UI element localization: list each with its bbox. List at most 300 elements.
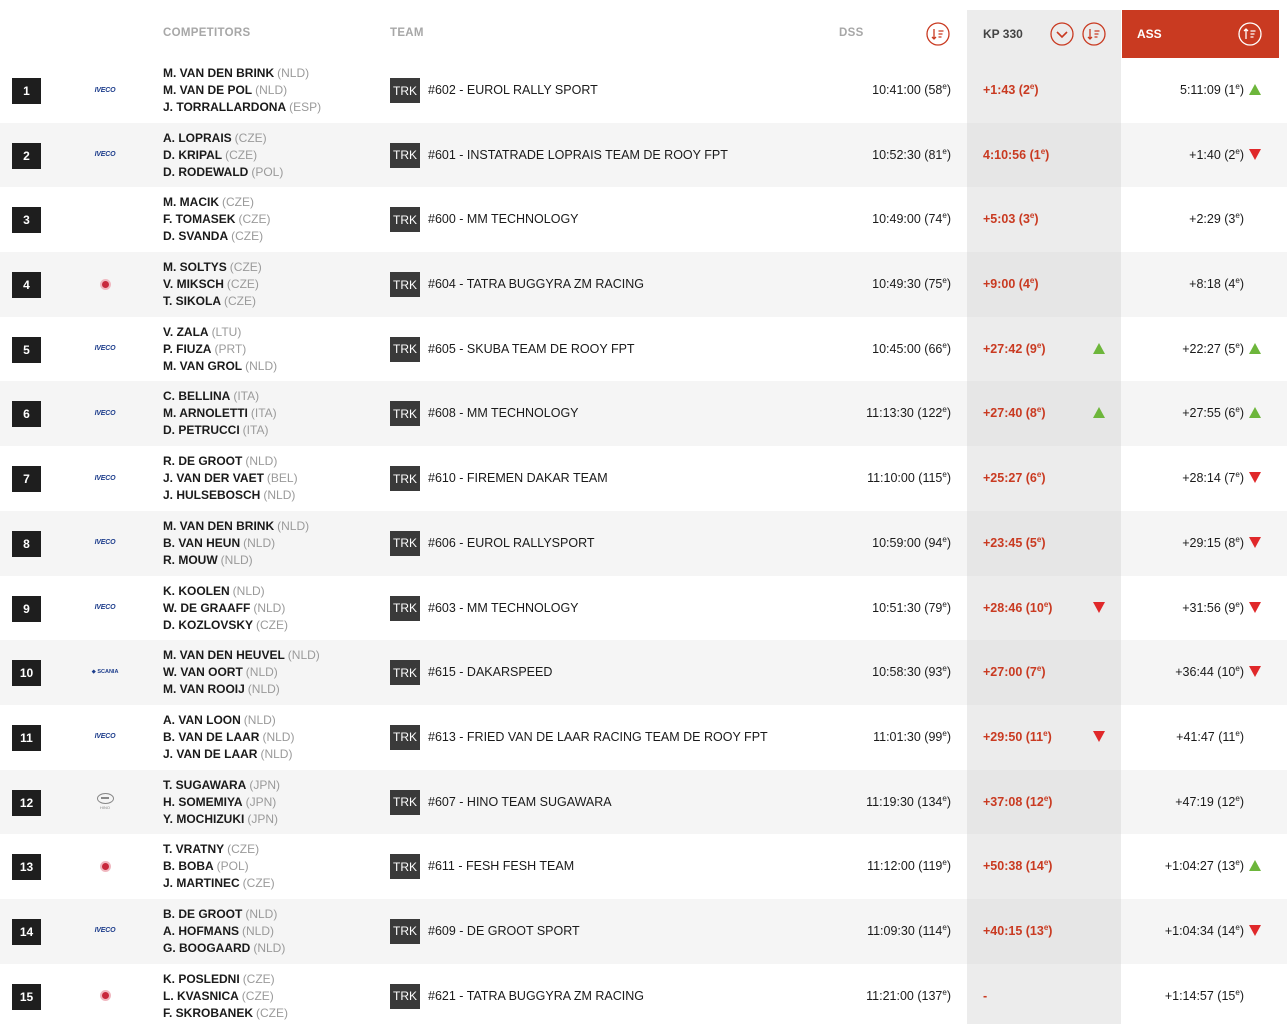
table-row[interactable] <box>0 964 1287 1024</box>
dss-time: 10:49:30 (75e) <box>872 275 951 292</box>
dss-time: 11:13:30 (122e) <box>866 405 951 421</box>
kp-rank: 12 <box>1029 794 1044 809</box>
kp-rank: 14 <box>1029 859 1044 874</box>
competitor-name[interactable]: C. BELLINA <box>163 389 231 404</box>
dss-time: 10:58:30 (93e) <box>872 664 951 680</box>
competitor[interactable] <box>163 583 288 600</box>
table-row[interactable] <box>0 58 1287 123</box>
competitor[interactable] <box>163 841 275 858</box>
competitor-name[interactable]: B. VAN HEUN <box>163 535 241 550</box>
table-row[interactable] <box>0 252 1287 317</box>
team-name[interactable]: #610 - FIREMEN DAKAR TEAM <box>428 471 608 486</box>
dss-rank: 122 <box>921 406 943 421</box>
competitor[interactable] <box>163 664 320 681</box>
table-row[interactable] <box>0 576 1287 641</box>
ass-rank: 10 <box>1221 665 1236 680</box>
kp-rank: 4 <box>1022 277 1030 292</box>
team-name[interactable]: #600 - MM TECHNOLOGY <box>428 212 579 227</box>
competitor[interactable] <box>163 388 277 405</box>
competitor-nationality: (ESP) <box>289 100 322 114</box>
table-row[interactable] <box>0 317 1287 382</box>
competitor-name[interactable]: A. VAN LOON <box>163 712 241 727</box>
competitor-nationality: (CZE) <box>256 1005 289 1020</box>
kp-rank: 7 <box>1029 665 1037 680</box>
ass-rank: 5 <box>1228 341 1236 356</box>
team-name[interactable]: #601 - INSTATRADE LOPRAIS TEAM DE ROOY FPT <box>428 147 728 162</box>
competitor[interactable] <box>163 552 309 569</box>
competitor-nationality: (NLD) <box>260 746 293 761</box>
ass-trend-down-icon <box>1249 149 1261 160</box>
competitor-name[interactable]: J. TORRALLARDONA <box>163 100 287 114</box>
competitor[interactable] <box>163 228 270 245</box>
table-row[interactable] <box>0 899 1287 964</box>
competitor-name[interactable]: R. MOUW <box>163 552 218 567</box>
team-name[interactable]: #602 - EUROL RALLY SPORT <box>428 83 598 97</box>
competitor[interactable] <box>163 535 309 552</box>
kp-rank: 13 <box>1029 923 1044 938</box>
dss-time: 11:01:30 (99e) <box>873 728 951 744</box>
competitor-nationality: (JPN) <box>247 811 279 826</box>
header-team: TEAM <box>390 27 424 39</box>
competitor[interactable] <box>163 971 288 988</box>
sort-icon[interactable] <box>1082 22 1106 46</box>
dss-time-value: 11:01:30 <box>873 729 921 744</box>
competitor[interactable] <box>163 341 277 358</box>
position-badge: 3 <box>12 207 41 233</box>
kp-rank: 1 <box>1033 147 1041 162</box>
competitor-name[interactable]: T. SIKOLA <box>163 294 222 309</box>
sort-ascending-icon[interactable] <box>1238 22 1262 46</box>
table-row[interactable] <box>0 381 1287 446</box>
competitor[interactable] <box>163 164 283 181</box>
competitor-name[interactable]: F. TOMASEK <box>163 212 236 227</box>
competitor[interactable] <box>163 130 283 147</box>
competitor-nationality: (NLD) <box>242 923 274 938</box>
ass-time-value: +41:47 <box>1176 729 1215 744</box>
dss-time-value: 10:58:30 <box>872 665 921 680</box>
category-badge: TRK <box>390 143 420 168</box>
category-badge: TRK <box>390 337 420 362</box>
ass-rank: 14 <box>1221 923 1236 938</box>
competitors-list <box>163 712 294 763</box>
competitor-name[interactable]: J. VAN DER VAET <box>163 471 264 486</box>
header-dss: DSS <box>839 27 864 39</box>
brand-logo <box>80 794 130 810</box>
team-name[interactable]: #608 - MM TECHNOLOGY <box>428 406 579 421</box>
tatra-logo-icon <box>100 990 111 1001</box>
dss-time: 11:12:00 (119e) <box>867 858 951 874</box>
competitor-name[interactable]: P. FIUZA <box>163 341 212 356</box>
competitor-nationality: (ITA) <box>242 423 269 438</box>
competitor-nationality: (NLD) <box>253 940 286 955</box>
competitor[interactable] <box>163 923 285 940</box>
brand-logo <box>80 988 130 1004</box>
competitor-nationality: (CZE) <box>225 147 258 162</box>
dss-rank: 137 <box>921 988 943 1003</box>
dss-rank: 58 <box>928 83 943 97</box>
team-name[interactable]: #606 - EUROL RALLYSPORT <box>428 535 595 550</box>
brand-logo <box>80 858 130 874</box>
tatra-logo-icon <box>100 861 111 872</box>
dss-time-value: 10:45:00 <box>872 341 921 356</box>
competitor-name[interactable]: W. VAN OORT <box>163 665 243 680</box>
competitor-nationality: (POL) <box>251 164 284 179</box>
team-name[interactable]: #604 - TATRA BUGGYRA ZM RACING <box>428 277 645 292</box>
competitor[interactable] <box>163 147 283 164</box>
competitor[interactable] <box>163 988 288 1005</box>
competitor-name[interactable]: K. POSLEDNI <box>163 971 240 986</box>
ass-trend-down-icon <box>1249 537 1261 548</box>
category-badge: TRK <box>390 78 420 103</box>
team-name[interactable]: #603 - MM TECHNOLOGY <box>428 600 579 615</box>
competitor-name[interactable]: V. ZALA <box>163 324 209 339</box>
kp-trend-down-icon <box>1093 602 1105 613</box>
competitor[interactable] <box>163 65 321 82</box>
competitor-name[interactable]: L. KVASNICA <box>163 988 239 1003</box>
ass-time-value: +2:29 <box>1189 212 1221 227</box>
kp-rank: 3 <box>1022 212 1030 227</box>
ass-time: +1:40 (2e) <box>1189 146 1244 162</box>
competitor[interactable] <box>163 906 285 923</box>
kp-time-value: +23:45 <box>983 535 1023 550</box>
kp-time: 4:10:56 (1e) <box>983 146 1050 162</box>
competitor[interactable] <box>163 453 298 470</box>
header-kp[interactable]: KP 330 <box>983 27 1023 41</box>
competitor-nationality: (NLD) <box>277 66 310 80</box>
competitor[interactable] <box>163 794 280 811</box>
competitor[interactable] <box>163 405 277 422</box>
competitors-list <box>163 583 288 634</box>
competitor-name[interactable]: M. VAN GROL <box>163 358 243 373</box>
ass-time-value: +22:27 <box>1182 341 1221 356</box>
competitor-nationality: (NLD) <box>243 712 276 727</box>
table-row[interactable] <box>0 705 1287 770</box>
competitor-name[interactable]: H. SOMEMIYA <box>163 794 243 809</box>
kp-rank: 10 <box>1029 600 1044 615</box>
iveco-logo-icon: IVECO <box>94 151 116 159</box>
competitor[interactable] <box>163 422 277 439</box>
dss-time: 11:09:30 (114e) <box>867 922 951 938</box>
competitor-name[interactable]: B. VAN DE LAAR <box>163 729 260 744</box>
ass-rank: 9 <box>1228 600 1236 615</box>
position-badge: 5 <box>12 337 41 363</box>
competitor[interactable] <box>163 647 320 664</box>
competitor[interactable] <box>163 600 288 617</box>
competitor-nationality: (NLD) <box>277 518 310 533</box>
brand-logo <box>80 82 130 98</box>
competitor[interactable] <box>163 324 277 341</box>
dss-time: 10:51:30 (79e) <box>872 599 951 615</box>
competitor-nationality: (NLD) <box>263 488 296 503</box>
header-ass[interactable]: ASS <box>1137 27 1162 41</box>
competitors-list <box>163 65 321 116</box>
brand-logo <box>80 211 130 227</box>
ass-time: +31:56 (9e) <box>1182 599 1244 615</box>
competitor[interactable] <box>163 617 288 634</box>
ass-rank: 4 <box>1228 277 1236 292</box>
competitor[interactable] <box>163 293 262 310</box>
competitor-name[interactable]: J. MARTINEC <box>163 876 240 891</box>
competitor[interactable] <box>163 875 275 892</box>
competitor-name[interactable]: K. KOOLEN <box>163 583 230 598</box>
ass-time-value: +27:55 <box>1182 406 1221 421</box>
position-badge: 7 <box>12 466 41 492</box>
position-badge: 1 <box>12 78 41 104</box>
competitor[interactable] <box>163 358 277 375</box>
ass-trend-down-icon <box>1249 602 1261 613</box>
ass-time: +8:18 (4e) <box>1189 275 1244 292</box>
competitor-nationality: (NLD) <box>255 83 288 97</box>
competitors-list <box>163 971 288 1022</box>
ass-rank: 12 <box>1221 794 1236 809</box>
competitors-list <box>163 194 270 245</box>
table-row[interactable] <box>0 187 1287 252</box>
dss-rank: 114 <box>922 923 943 938</box>
category-badge: TRK <box>390 596 420 621</box>
dss-time: 11:21:00 (137e) <box>866 987 951 1003</box>
kp-trend-down-icon <box>1093 731 1105 742</box>
brand-logo <box>80 600 130 616</box>
table-row[interactable] <box>0 834 1287 899</box>
dss-time: 11:10:00 (115e) <box>867 469 951 486</box>
brand-logo <box>80 729 130 745</box>
kp-trend-up-icon <box>1093 343 1105 354</box>
competitor[interactable] <box>163 518 309 535</box>
table-row[interactable] <box>0 123 1287 188</box>
team-name[interactable]: #615 - DAKARSPEED <box>428 665 553 680</box>
competitor-name[interactable]: A. LOPRAIS <box>163 130 232 145</box>
competitor-name[interactable]: D. SVANDA <box>163 229 229 244</box>
kp-time: +27:00 (7e) <box>983 664 1046 680</box>
competitor-nationality: (CZE) <box>222 195 254 210</box>
competitor-name[interactable]: D. PETRUCCI <box>163 423 240 438</box>
dss-time-value: 10:52:30 <box>872 147 921 162</box>
kp-time-value: +28:46 <box>983 600 1023 615</box>
team-name[interactable]: #607 - HINO TEAM SUGAWARA <box>428 794 612 809</box>
kp-time-value: +5:03 <box>983 212 1016 227</box>
competitor-name[interactable]: B. BOBA <box>163 859 214 874</box>
competitor-nationality: (NLD) <box>245 906 278 921</box>
team-name[interactable]: #605 - SKUBA TEAM DE ROOY FPT <box>428 341 635 356</box>
ass-rank: 11 <box>1222 729 1236 744</box>
competitor[interactable] <box>163 259 262 276</box>
ass-rank: 2 <box>1228 147 1236 162</box>
dss-time-value: 10:59:00 <box>872 535 921 550</box>
category-badge: TRK <box>390 790 420 815</box>
competitors-list <box>163 259 262 310</box>
competitor-nationality: (NLD) <box>262 729 295 744</box>
competitor[interactable] <box>163 712 294 729</box>
team-name[interactable]: #609 - DE GROOT SPORT <box>428 923 580 938</box>
competitor[interactable] <box>163 681 320 698</box>
competitor-name[interactable]: T. VRATNY <box>163 842 225 857</box>
competitor[interactable] <box>163 82 321 99</box>
kp-time-value: +37:08 <box>983 794 1023 809</box>
kp-time: +37:08 (12e) <box>983 793 1053 809</box>
competitor-name[interactable]: J. VAN DE LAAR <box>163 746 258 761</box>
competitors-list <box>163 647 320 698</box>
ass-time-value: 5:11:09 <box>1180 83 1221 97</box>
table-row[interactable] <box>0 640 1287 705</box>
competitor-nationality: (NLD) <box>220 552 253 567</box>
competitor[interactable] <box>163 858 275 875</box>
competitor-nationality: (BEL) <box>266 471 298 486</box>
dss-rank: 99 <box>928 729 943 744</box>
iveco-logo-icon: IVECO <box>94 345 116 353</box>
competitor[interactable] <box>163 777 280 794</box>
position-badge: 15 <box>12 984 41 1010</box>
competitor[interactable] <box>163 729 294 746</box>
competitor-name[interactable]: F. SKROBANEK <box>163 1005 254 1020</box>
competitors-list <box>163 518 309 569</box>
kp-time-value: +9:00 <box>983 277 1016 292</box>
competitor-name[interactable]: J. HULSEBOSCH <box>163 488 261 503</box>
kp-time-value: - <box>983 988 988 1003</box>
dss-time-value: 11:12:00 <box>867 859 915 874</box>
competitor-nationality: (CZE) <box>224 294 257 309</box>
dss-time-value: 11:21:00 <box>866 988 914 1003</box>
kp-time-value: +27:40 <box>983 406 1023 421</box>
competitor-name[interactable]: M. ARNOLETTI <box>163 406 248 421</box>
table-row[interactable] <box>0 770 1287 835</box>
competitors-list <box>163 130 283 181</box>
iveco-logo-icon: IVECO <box>94 539 116 547</box>
kp-time: +27:42 (9e) <box>983 340 1046 356</box>
brand-logo <box>80 147 130 163</box>
competitor-name[interactable]: M. MACIK <box>163 195 219 210</box>
iveco-logo-icon: IVECO <box>94 604 116 611</box>
sort-icon[interactable] <box>926 22 950 46</box>
competitor-name[interactable]: D. KRIPAL <box>163 147 223 162</box>
kp-time-value: +27:00 <box>983 665 1023 680</box>
category-badge: TRK <box>390 660 420 685</box>
table-row[interactable] <box>0 446 1287 511</box>
team-name[interactable]: #611 - FESH FESH TEAM <box>428 859 575 874</box>
kp-time-value: +29:50 <box>983 729 1023 744</box>
competitor-nationality: (LTU) <box>211 324 242 339</box>
competitor-name[interactable]: R. DE GROOT <box>163 454 243 469</box>
position-badge: 13 <box>12 854 41 880</box>
competitor-name[interactable]: G. BOOGAARD <box>163 940 251 955</box>
ass-time-value: +31:56 <box>1182 600 1221 615</box>
competitor-nationality: (NLD) <box>253 600 286 615</box>
ass-time: +2:29 (3e) <box>1189 211 1244 227</box>
kp-trend-up-icon <box>1093 407 1105 418</box>
competitor-nationality: (CZE) <box>226 277 259 292</box>
competitor[interactable] <box>163 940 285 957</box>
competitor[interactable] <box>163 211 270 228</box>
dss-time-value: 10:51:30 <box>872 600 921 615</box>
dss-rank: 119 <box>922 859 943 874</box>
kp-time: +9:00 (4e) <box>983 275 1039 292</box>
dss-time: 10:45:00 (66e) <box>872 340 951 356</box>
competitor-name[interactable]: D. KOZLOVSKY <box>163 617 254 632</box>
competitor-name[interactable]: T. SUGAWARA <box>163 777 247 792</box>
ass-time-value: +28:14 <box>1182 471 1221 486</box>
ass-time: +28:14 (7e) <box>1182 469 1244 486</box>
dss-time: 10:41:00 (58e) <box>872 81 951 97</box>
brand-logo <box>80 405 130 421</box>
table-row[interactable] <box>0 511 1287 576</box>
iveco-logo-icon: IVECO <box>94 927 116 935</box>
kp-time: +28:46 (10e) <box>983 599 1053 615</box>
ass-time: +47:19 (12e) <box>1175 793 1244 809</box>
dss-time-value: 10:41:00 <box>872 83 921 97</box>
competitor-name[interactable]: M. VAN DEN BRINK <box>163 66 275 80</box>
competitor-name[interactable]: M. VAN DE POL <box>163 83 253 97</box>
position-badge: 6 <box>12 401 41 427</box>
category-badge: TRK <box>390 466 420 491</box>
dss-rank: 75 <box>928 277 943 292</box>
competitor-name[interactable]: D. RODEWALD <box>163 164 249 179</box>
ass-rank: 13 <box>1221 859 1236 874</box>
results-table <box>0 58 1287 1024</box>
kp-time: +27:40 (8e) <box>983 405 1046 421</box>
competitor[interactable] <box>163 746 294 763</box>
dss-time: 11:19:30 (134e) <box>866 793 951 809</box>
competitors-list <box>163 906 285 957</box>
competitor-nationality: (CZE) <box>234 130 267 145</box>
competitor-name[interactable]: Y. MOCHIZUKI <box>163 811 245 826</box>
competitor-name[interactable]: V. MIKSCH <box>163 277 224 292</box>
competitor-nationality: (ITA) <box>233 389 260 404</box>
competitor-nationality: (NLD) <box>245 358 278 373</box>
competitor[interactable] <box>163 194 270 211</box>
position-badge: 2 <box>12 143 41 169</box>
kp-column-cell <box>967 964 1121 1024</box>
dss-time-value: 10:49:00 <box>872 212 921 227</box>
competitor-nationality: (NLD) <box>245 454 278 469</box>
ass-time-value: +36:44 <box>1175 665 1214 680</box>
kp-time-value: +25:27 <box>983 471 1023 486</box>
competitor[interactable] <box>163 487 298 504</box>
ass-time: +1:04:34 (14e) <box>1164 922 1244 938</box>
competitor[interactable] <box>163 99 321 116</box>
team-name[interactable]: #621 - TATRA BUGGYRA ZM RACING <box>428 988 645 1003</box>
ass-time-value: +1:04:34 <box>1164 923 1214 938</box>
competitor-nationality: (CZE) <box>238 212 271 227</box>
category-badge: TRK <box>390 207 420 232</box>
competitor-nationality: (NLD) <box>245 665 278 680</box>
kp-time: +40:15 (13e) <box>983 922 1053 938</box>
competitor-name[interactable]: W. DE GRAAFF <box>163 600 251 615</box>
kp-time: +25:27 (6e) <box>983 469 1046 486</box>
chevron-down-icon[interactable] <box>1050 22 1074 46</box>
competitor-name[interactable]: M. VAN DEN BRINK <box>163 518 275 533</box>
competitor-name[interactable]: B. DE GROOT <box>163 906 243 921</box>
competitor-nationality: (POL) <box>216 859 249 874</box>
competitor-name[interactable]: A. HOFMANS <box>163 923 239 938</box>
dss-time: 10:59:00 (94e) <box>872 534 951 550</box>
competitor[interactable] <box>163 811 280 828</box>
competitor[interactable] <box>163 276 262 293</box>
ass-time: +1:04:27 (13e) <box>1164 858 1244 874</box>
competitor[interactable] <box>163 470 298 487</box>
category-badge: TRK <box>390 531 420 556</box>
competitor-name[interactable]: M. VAN ROOIJ <box>163 682 245 697</box>
competitor-name[interactable]: M. SOLTYS <box>163 260 227 275</box>
brand-logo <box>80 664 130 680</box>
ass-trend-up-icon <box>1249 84 1261 95</box>
ass-trend-down-icon <box>1249 472 1261 483</box>
dss-time-value: 11:19:30 <box>866 794 914 809</box>
ass-time-value: +47:19 <box>1175 794 1214 809</box>
competitor[interactable] <box>163 1005 288 1022</box>
competitor-name[interactable]: M. VAN DEN HEUVEL <box>163 648 285 663</box>
team-name[interactable]: #613 - FRIED VAN DE LAAR RACING TEAM DE ROOY FPT <box>428 729 768 744</box>
ass-time: +41:47 (11e) <box>1176 728 1244 744</box>
ass-time-value: +1:14:57 <box>1164 988 1214 1003</box>
